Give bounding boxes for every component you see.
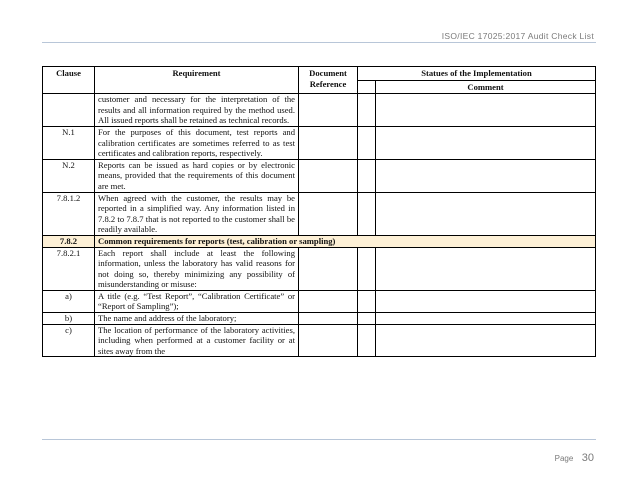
clause-cell: a)	[43, 290, 95, 312]
header-clause: Clause	[43, 67, 95, 94]
comment-cell	[376, 324, 596, 357]
document-reference-cell	[299, 324, 358, 357]
page-number: 30	[581, 452, 594, 464]
clause-cell: N.2	[43, 159, 95, 192]
status-cell	[358, 290, 376, 312]
table-row	[43, 313, 596, 325]
status-cell	[358, 126, 376, 159]
clause-cell: 7.8.2	[43, 235, 95, 247]
document-reference-cell	[299, 126, 358, 159]
requirement-cell: customer and necessary for the interpretation of the results and all information required by the method used. All issued reports shall be retained as technical records.	[95, 94, 299, 127]
status-cell	[358, 192, 376, 235]
header-comment: Comment	[376, 80, 596, 94]
header-status-cell	[358, 80, 376, 94]
document-reference-cell	[299, 94, 358, 127]
table-row	[43, 290, 596, 312]
table-row	[43, 235, 596, 247]
header-divider	[42, 42, 596, 43]
requirement-cell: When agreed with the customer, the results may be reported in a simplified way. Any information listed in 7.8.2 to 7.8.7 that is not reported to the customer shall be readily available.	[95, 192, 299, 235]
page-footer	[555, 448, 594, 466]
clause-cell: 7.8.1.2	[43, 192, 95, 235]
clause-cell: N.1	[43, 126, 95, 159]
page-label: Page	[554, 454, 574, 463]
table-row	[43, 126, 596, 159]
document-header-title: ISO/IEC 17025:2017 Audit Check List	[441, 31, 594, 41]
clause-cell: b)	[43, 313, 95, 325]
clause-cell: 7.8.2.1	[43, 247, 95, 290]
status-cell	[358, 324, 376, 357]
table-header-row	[43, 67, 596, 81]
header-document-reference	[299, 67, 358, 94]
document-reference-cell	[299, 247, 358, 290]
status-cell	[358, 159, 376, 192]
header-document: Document	[309, 68, 347, 78]
comment-cell	[376, 126, 596, 159]
footer-divider	[42, 439, 596, 440]
table-row	[43, 159, 596, 192]
header-reference: Reference	[309, 78, 347, 89]
table-row	[43, 94, 596, 127]
status-cell	[358, 247, 376, 290]
clause-cell	[43, 94, 95, 127]
header-statues: Statues of the Implementation	[358, 67, 596, 81]
requirement-cell: Common requirements for reports (test, calibration or sampling)	[95, 235, 596, 247]
requirement-cell: For the purposes of this document, test reports and calibration certificates are sometimes referred to as test certificates and calibration reports, respectively.	[95, 126, 299, 159]
document-reference-cell	[299, 313, 358, 325]
status-cell	[358, 313, 376, 325]
requirement-cell: A title (e.g. “Test Report”, “Calibration Certificate” or “Report of Sampling”);	[95, 290, 299, 312]
audit-checklist-table	[42, 66, 596, 357]
header-requirement: Requirement	[95, 67, 299, 94]
table-row	[43, 192, 596, 235]
requirement-cell: Reports can be issued as hard copies or by electronic means, provided that the requirements of this document are met.	[95, 159, 299, 192]
comment-cell	[376, 290, 596, 312]
document-reference-cell	[299, 192, 358, 235]
comment-cell	[376, 192, 596, 235]
requirement-cell: The location of performance of the laboratory activities, including when performed at a customer facility or at sites away from the	[95, 324, 299, 357]
comment-cell	[376, 247, 596, 290]
table-row	[43, 324, 596, 357]
comment-cell	[376, 159, 596, 192]
document-reference-cell	[299, 290, 358, 312]
requirement-cell: Each report shall include at least the following information, unless the laboratory has valid reasons for not doing so, thereby minimizing any possibility of misunderstanding or misuse:	[95, 247, 299, 290]
comment-cell	[376, 94, 596, 127]
document-reference-cell	[299, 159, 358, 192]
table-row	[43, 247, 596, 290]
requirement-cell: The name and address of the laboratory;	[95, 313, 299, 325]
clause-cell: c)	[43, 324, 95, 357]
comment-cell	[376, 313, 596, 325]
status-cell	[358, 94, 376, 127]
